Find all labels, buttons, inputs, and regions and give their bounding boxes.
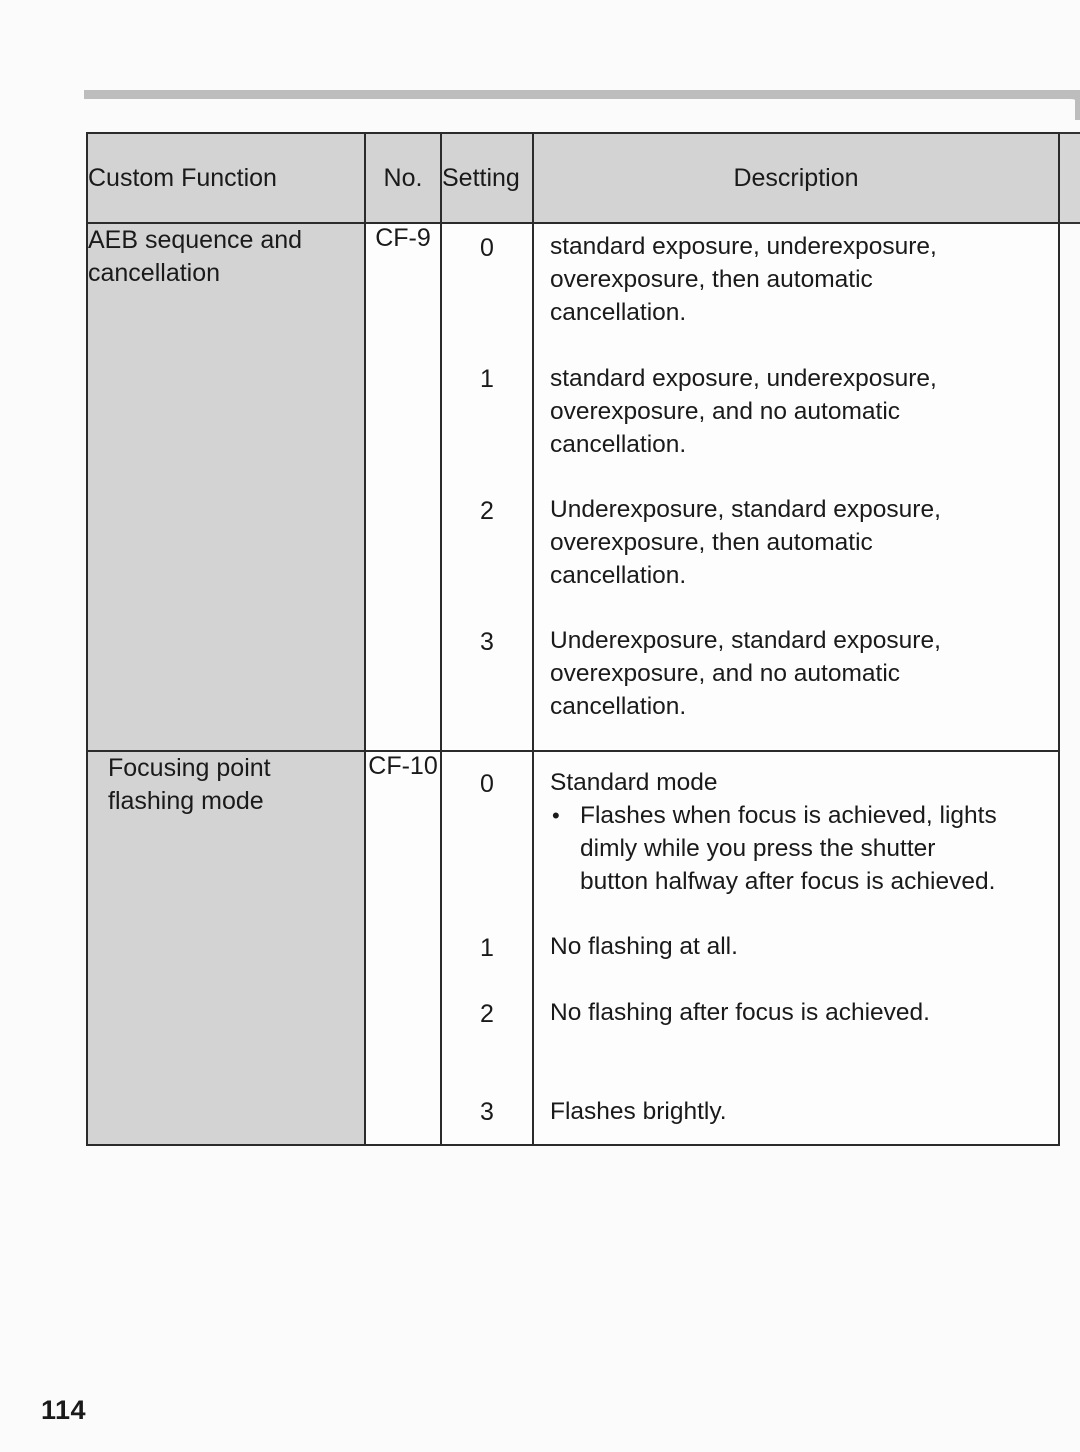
description-line: Flashes brightly. [550,1098,727,1125]
function-name-cell [87,223,365,751]
description-line: cancellation. [550,299,687,326]
function-number-cell: CF-10 [365,751,441,1145]
description-cell [533,751,1059,1145]
description-line: overexposure, then automatic [550,529,873,556]
setting-description [550,362,1048,461]
setting-value: 3 [480,1098,494,1126]
header-description: Description [533,133,1059,223]
function-name-line: cancellation [88,259,221,287]
description-line: Underexposure, standard exposure, [550,627,941,654]
setting-description [550,766,1048,898]
header-setting: Setting [441,133,533,223]
description-line: cancellation. [550,562,687,589]
setting-description [550,230,1048,329]
setting-values-cell [441,751,533,1145]
setting-value: 3 [480,628,494,656]
description-line: overexposure, then automatic [550,266,873,293]
edge-index-tab [1057,132,1080,224]
header-no: No. [365,133,441,223]
bullet-item [550,799,1048,832]
description-line: standard exposure, underexposure, [550,365,937,392]
setting-value: 0 [480,234,494,262]
custom-function-table [86,132,1060,1146]
function-name-line: flashing mode [108,787,264,815]
setting-value: 0 [480,770,494,798]
bullet-line: Flashes when focus is achieved, lights [580,802,997,829]
setting-description [550,493,1048,592]
setting-values-cell [441,223,533,751]
table-row-cf9 [87,223,1059,751]
function-name-cell [87,751,365,1145]
function-number-cell: CF-9 [365,223,441,751]
bullet-line: button halfway after focus is achieved. [580,868,996,895]
function-name-line: AEB sequence and [88,226,303,254]
description-line: No flashing after focus is achieved. [550,999,930,1026]
bullet-line: dimly while you press the shutter [580,835,936,862]
setting-value: 1 [480,934,494,962]
description-title: Standard mode [550,769,718,796]
setting-value: 2 [480,1000,494,1028]
function-name-line: Focusing point [108,754,271,782]
table-row-cf10 [87,751,1059,1145]
description-line: Underexposure, standard exposure, [550,496,941,523]
description-line: No flashing at all. [550,933,738,960]
bullet-icon: • [552,803,560,828]
setting-description [550,996,1048,1029]
description-line: overexposure, and no automatic [550,660,901,687]
setting-description [550,1095,1048,1128]
setting-description [550,930,1048,963]
description-line: standard exposure, underexposure, [550,233,937,260]
header-custom-function: Custom Function [87,133,365,223]
setting-value: 2 [480,497,494,525]
description-line: overexposure, and no automatic [550,398,901,425]
description-cell [533,223,1059,751]
page-number: 114 [41,1395,87,1425]
description-line: cancellation. [550,431,687,458]
setting-value: 1 [480,365,494,393]
top-decorative-rule [84,90,1080,99]
table-header-row [87,133,1059,223]
description-line: cancellation. [550,693,687,720]
setting-description [550,624,1048,723]
